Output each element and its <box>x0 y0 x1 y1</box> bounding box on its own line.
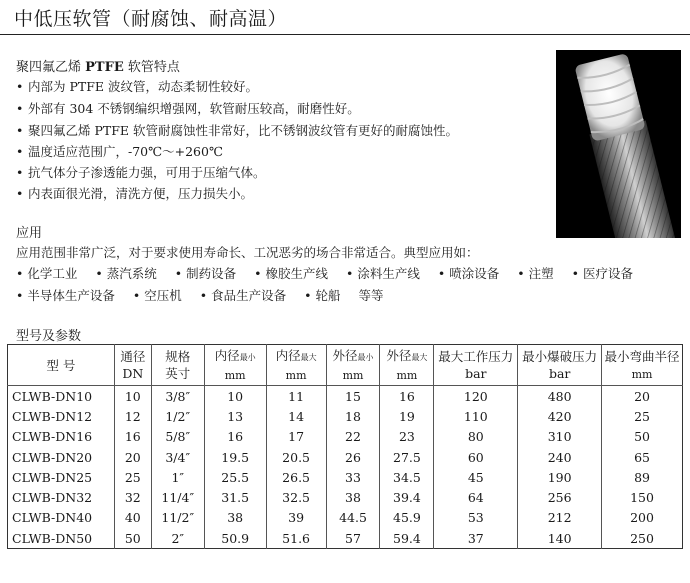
cell-od-min: 18 <box>326 406 380 426</box>
cell-model: CLWB-DN10 <box>12 388 93 404</box>
cell-od-max: 45.9 <box>380 508 434 528</box>
table-row <box>8 528 683 549</box>
cell-id-max: 26.5 <box>266 467 326 487</box>
features-heading <box>16 56 180 75</box>
application-item <box>304 286 340 304</box>
bullet-dot: • <box>16 144 24 159</box>
cell-burst-pressure: 480 <box>518 386 602 407</box>
application-label: 制药设备 <box>186 266 237 281</box>
cell-id-max: 11 <box>266 386 326 407</box>
cell-working-pressure: 60 <box>434 447 518 467</box>
cell-model: CLWB-DN50 <box>12 530 93 546</box>
features-heading-suffix: 软管特点 <box>123 60 180 75</box>
header-od-max <box>380 345 434 386</box>
header-label: 最大工作压力 <box>438 349 514 364</box>
cell-working-pressure: 53 <box>434 508 518 528</box>
cell-od-max: 23 <box>380 427 434 447</box>
cell-model: CLWB-DN25 <box>12 469 93 485</box>
application-label: 医疗设备 <box>583 266 634 281</box>
cell-id-max: 32.5 <box>266 487 326 507</box>
cell-working-pressure: 45 <box>434 467 518 487</box>
table-row <box>8 447 683 467</box>
table-row <box>8 406 683 426</box>
bullet-dot: • <box>16 186 24 201</box>
table-row <box>8 467 683 487</box>
cell-bend-radius: 150 <box>602 487 683 507</box>
features-heading-prefix: 聚四氟乙烯 <box>16 60 86 75</box>
feature-text: 内部为 PTFE 波纹管，动态柔韧性较好。 <box>28 79 258 94</box>
application-item <box>572 264 633 282</box>
bullet-dot: • <box>437 266 446 281</box>
header-min-bend-radius <box>602 345 683 386</box>
header-label: 规格 <box>165 349 191 364</box>
cell-id-min: 13 <box>204 406 266 426</box>
cell-od-max: 27.5 <box>380 447 434 467</box>
header-unit: DN <box>122 366 144 381</box>
application-label: 蒸汽系统 <box>106 266 157 281</box>
header-unit: mm <box>631 367 653 381</box>
application-label: 橡胶生产线 <box>265 266 329 281</box>
cell-bend-radius: 200 <box>602 508 683 528</box>
application-item <box>200 286 286 304</box>
cell-bend-radius: 89 <box>602 467 683 487</box>
bullet-dot: • <box>304 288 312 303</box>
header-label: 内径 <box>214 347 240 363</box>
cell-dn: 16 <box>114 427 151 447</box>
application-item <box>517 264 553 282</box>
bullet-dot: • <box>132 288 141 303</box>
header-unit: bar <box>548 366 571 381</box>
application-item <box>175 264 236 282</box>
applications-paragraph: 应用范围非常广泛，对于要求使用寿命长、工况恶劣的场合非常适合。典型应用如： <box>16 245 479 260</box>
header-unit: mm <box>396 368 418 382</box>
header-id-min <box>204 345 266 386</box>
cell-burst-pressure: 140 <box>518 528 602 549</box>
cell-size: 3/8″ <box>151 386 204 407</box>
cell-working-pressure: 37 <box>434 528 518 549</box>
application-item <box>254 264 328 282</box>
feature-item <box>16 77 258 95</box>
application-item <box>346 264 420 282</box>
cell-model: CLWB-DN40 <box>12 510 93 526</box>
header-sub: 最小 <box>357 352 374 362</box>
application-label: 涂料生产线 <box>357 266 420 281</box>
cell-bend-radius: 20 <box>602 386 683 407</box>
cell-working-pressure: 120 <box>434 386 518 407</box>
cell-size: 11/2″ <box>151 508 204 528</box>
header-unit: mm <box>342 368 364 382</box>
cell-od-min: 22 <box>326 427 380 447</box>
cell-od-max: 39.4 <box>380 487 434 507</box>
bullet-dot: • <box>254 266 262 281</box>
cell-id-min: 16 <box>204 427 266 447</box>
applications-row-1 <box>16 264 647 282</box>
header-label: 外径 <box>386 347 412 363</box>
application-item <box>438 264 499 282</box>
cell-od-max: 19 <box>380 406 434 426</box>
application-item <box>133 286 182 304</box>
header-unit: mm <box>224 368 246 382</box>
header-sub: 最大 <box>411 352 428 362</box>
application-item <box>16 286 115 304</box>
header-id-max <box>266 345 326 386</box>
feature-item <box>16 163 266 181</box>
header-od-min <box>326 345 380 386</box>
header-label: 内径 <box>275 347 301 363</box>
cell-burst-pressure: 310 <box>518 427 602 447</box>
cell-id-max: 20.5 <box>266 447 326 467</box>
cell-size: 1″ <box>151 467 204 487</box>
cell-burst-pressure: 212 <box>518 508 602 528</box>
cell-od-max: 16 <box>380 386 434 407</box>
cell-dn: 12 <box>114 406 151 426</box>
cell-id-min: 10 <box>204 386 266 407</box>
feature-text: 聚四氟乙烯 PTFE 软管耐腐蚀性非常好，比不锈钢波纹管有更好的耐腐蚀性。 <box>28 123 458 138</box>
spec-table-header-row <box>8 345 683 386</box>
header-sub: 最大 <box>300 352 317 362</box>
bullet-dot: • <box>16 123 24 138</box>
header-unit: 英寸 <box>165 366 191 381</box>
cell-size: 1/2″ <box>151 406 204 426</box>
spec-table-title: 型号及参数 <box>16 329 82 344</box>
cell-burst-pressure: 240 <box>518 447 602 467</box>
bullet-dot: • <box>571 266 579 281</box>
feature-item <box>16 121 458 139</box>
cell-id-min: 19.5 <box>204 447 266 467</box>
cell-dn: 50 <box>114 528 151 549</box>
cell-id-max: 51.6 <box>266 528 326 549</box>
header-sub: 最小 <box>239 352 256 362</box>
bullet-dot: • <box>16 101 24 116</box>
cell-dn: 20 <box>114 447 151 467</box>
cell-dn: 25 <box>114 467 151 487</box>
cell-od-min: 33 <box>326 467 380 487</box>
header-label: 外径 <box>332 347 358 363</box>
feature-item <box>16 184 253 202</box>
cell-dn: 40 <box>114 508 151 528</box>
cell-size: 5/8″ <box>151 427 204 447</box>
feature-text: 内表面很光滑，清洗方便，压力损失小。 <box>28 186 254 201</box>
cell-od-min: 57 <box>326 528 380 549</box>
cell-od-min: 44.5 <box>326 508 380 528</box>
bullet-dot: • <box>199 288 208 303</box>
cell-id-max: 14 <box>266 406 326 426</box>
feature-text: 温度适应范围广，-70℃～+260℃ <box>28 144 223 159</box>
application-item <box>16 264 77 282</box>
header-model <box>8 345 115 386</box>
cell-model: CLWB-DN16 <box>12 429 93 445</box>
feature-text: 外部有 304 不锈钢编织增强网，软管耐压较高，耐磨性好。 <box>28 101 360 116</box>
application-label: 轮船 <box>315 288 341 303</box>
cell-working-pressure: 110 <box>434 406 518 426</box>
bullet-dot: • <box>16 165 24 180</box>
header-label: 型 号 <box>46 357 76 373</box>
header-label: 通径 <box>120 349 146 364</box>
bullet-dot: • <box>517 266 525 281</box>
spec-table-body <box>8 386 683 549</box>
cell-model: CLWB-DN12 <box>12 408 93 424</box>
page-title: 中低压软管（耐腐蚀、耐高温） <box>14 8 288 30</box>
table-row <box>8 487 683 507</box>
application-label: 等等 <box>358 288 384 303</box>
header-size <box>151 345 204 386</box>
cell-bend-radius: 65 <box>602 447 683 467</box>
cell-bend-radius: 25 <box>602 406 683 426</box>
header-min-burst-pressure <box>518 345 602 386</box>
cell-dn: 32 <box>114 487 151 507</box>
feature-text: 抗气体分子渗透能力强，可用于压缩气体。 <box>28 165 266 180</box>
cell-od-min: 26 <box>326 447 380 467</box>
application-label: 喷涂设备 <box>449 266 500 281</box>
cell-bend-radius: 250 <box>602 528 683 549</box>
hose-illustration <box>556 50 681 238</box>
bullet-dot: • <box>95 266 103 281</box>
bullet-dot: • <box>16 266 24 281</box>
header-unit: mm <box>285 368 307 382</box>
cell-burst-pressure: 420 <box>518 406 602 426</box>
cell-size: 11/4″ <box>151 487 204 507</box>
cell-model: CLWB-DN20 <box>12 449 93 465</box>
bullet-dot: • <box>16 79 24 94</box>
cell-id-min: 50.9 <box>204 528 266 549</box>
applications-row-2 <box>16 286 398 304</box>
cell-id-max: 17 <box>266 427 326 447</box>
feature-item <box>16 99 360 117</box>
ptfe-hose-photo <box>556 50 681 238</box>
cell-working-pressure: 64 <box>434 487 518 507</box>
header-label: 最小爆破压力 <box>522 349 598 364</box>
application-label: 化学工业 <box>27 266 78 281</box>
table-row <box>8 386 683 407</box>
cell-id-min: 38 <box>204 508 266 528</box>
cell-burst-pressure: 256 <box>518 487 602 507</box>
bullet-dot: • <box>16 288 24 303</box>
header-max-working-pressure <box>434 345 518 386</box>
header-unit: bar <box>465 366 487 381</box>
cell-id-min: 25.5 <box>204 467 266 487</box>
feature-item <box>16 142 223 160</box>
header-label: 最小弯曲半径 <box>604 348 680 364</box>
application-label: 食品生产设备 <box>211 288 287 303</box>
features-heading-ptfe: PTFE <box>85 60 124 75</box>
cell-od-max: 34.5 <box>380 467 434 487</box>
application-label: 空压机 <box>144 288 182 303</box>
cell-id-max: 39 <box>266 508 326 528</box>
table-row <box>8 427 683 447</box>
application-item <box>95 264 156 282</box>
cell-od-min: 15 <box>326 386 380 407</box>
cell-bend-radius: 50 <box>602 427 683 447</box>
application-label: 半导体生产设备 <box>27 288 115 303</box>
cell-dn: 10 <box>114 386 151 407</box>
application-item <box>359 286 384 304</box>
spec-table <box>7 344 683 549</box>
application-label: 注塑 <box>528 266 554 281</box>
cell-size: 3/4″ <box>151 447 204 467</box>
cell-od-max: 59.4 <box>380 528 434 549</box>
bullet-dot: • <box>346 266 354 281</box>
cell-od-min: 38 <box>326 487 380 507</box>
cell-burst-pressure: 190 <box>518 467 602 487</box>
cell-id-min: 31.5 <box>204 487 266 507</box>
header-dn <box>114 345 151 386</box>
bullet-dot: • <box>174 266 183 281</box>
table-row <box>8 508 683 528</box>
cell-model: CLWB-DN32 <box>12 490 93 506</box>
cell-size: 2″ <box>151 528 204 549</box>
applications-heading: 应用 <box>16 226 43 241</box>
cell-working-pressure: 80 <box>434 427 518 447</box>
title-divider <box>0 34 690 35</box>
